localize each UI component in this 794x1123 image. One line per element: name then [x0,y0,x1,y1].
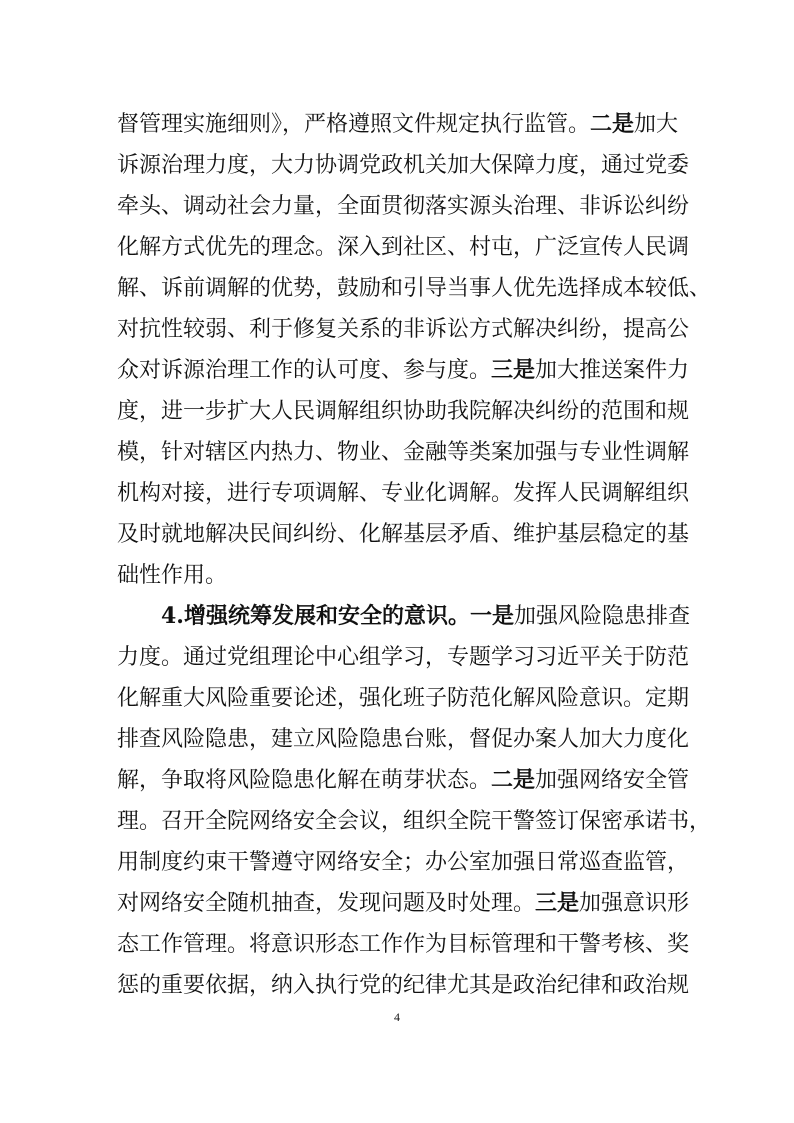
text-line [117,637,690,678]
bold-text-run: 三是 [535,890,580,916]
text-line [117,514,690,555]
text-run: 用制度约束干警遵守网络安全；办公室加强日常巡查监管， [117,850,690,875]
bold-text-run: 一是 [469,603,514,629]
text-run: 督管理实施细则》，严格遵照文件规定执行监管。 [117,112,591,137]
bold-text-run: 二是 [590,111,635,137]
text-line [117,350,690,391]
text-run: 态工作管理。将意识形态工作作为目标管理和干警考核、奖 [117,932,690,957]
text-run: 化解方式优先的理念。深入到社区、村屯，广泛宣传人民调 [117,235,690,260]
text-run: 加大推送案件力 [535,358,690,383]
text-line [117,719,690,760]
text-run: 及时就地解决民间纠纷、化解基层矛盾、维护基层稳定的基 [117,522,690,547]
text-line [117,227,690,268]
text-run: 加强网络安全管 [535,768,690,793]
text-line [117,104,677,145]
bold-text-run: 三是 [491,357,536,383]
text-run: 础性作用。 [117,563,228,588]
text-line [117,760,690,801]
section-heading-line [161,596,690,637]
text-run: 模，针对辖区内热力、物业、金融等类案加强与专业性调解 [117,440,690,465]
text-run: 排查风险隐患，建立风险隐患台账，督促办案人加大力度化 [117,727,690,752]
text-line [117,145,690,186]
text-run: 对网络安全随机抽查，发现问题及时处理。 [117,891,536,916]
text-line [117,555,677,596]
text-run: 机构对接，进行专项调解、专业化调解。发挥人民调解组织 [117,481,690,506]
text-run: 解、诉前调解的优势，鼓励和引导当事人优先选择成本较低、 [117,276,712,301]
text-line [117,391,690,432]
text-run: 化解重大风险重要论述，强化班子防范化解风险意识。定期 [117,686,690,711]
text-run: 度，进一步扩大人民调解组织协助我院解决纠纷的范围和规 [117,399,690,424]
bold-text-run: 4.增强统筹发展和安全的意识。 [161,603,470,629]
text-line [117,883,690,924]
bold-text-run: 二是 [491,767,536,793]
text-line [117,309,690,350]
text-run: 解，争取将风险隐患化解在萌芽状态。 [117,768,492,793]
text-line [117,801,712,842]
text-run: 众对诉源治理工作的认可度、参与度。 [117,358,492,383]
text-run: 诉源治理力度，大力协调党政机关加大保障力度，通过党委 [117,153,690,178]
text-line [117,268,712,309]
text-line [117,924,690,965]
text-run: 理。召开全院网络安全会议，组织全院干警签订保密承诺书， [117,809,712,834]
text-run: 对抗性较弱、利于修复关系的非诉讼方式解决纠纷，提高公 [117,317,690,342]
text-run: 牵头、调动社会力量，全面贯彻落实源头治理、非诉讼纠纷 [117,194,690,219]
text-line [117,678,690,719]
text-line [117,186,690,227]
text-line [117,432,690,473]
text-line [117,473,690,514]
text-run: 力度。通过党组理论中心组学习，专题学习习近平关于防范 [117,645,690,670]
page-number: 4 [394,1010,400,1024]
text-run: 加强风险隐患排查 [513,604,690,629]
text-run: 加强意识形 [579,891,690,916]
text-line [117,965,690,1006]
text-run: 加大 [634,112,679,137]
text-run: 惩的重要依据，纳入执行党的纪律尤其是政治纪律和政治规 [117,973,690,998]
text-line [117,842,690,883]
